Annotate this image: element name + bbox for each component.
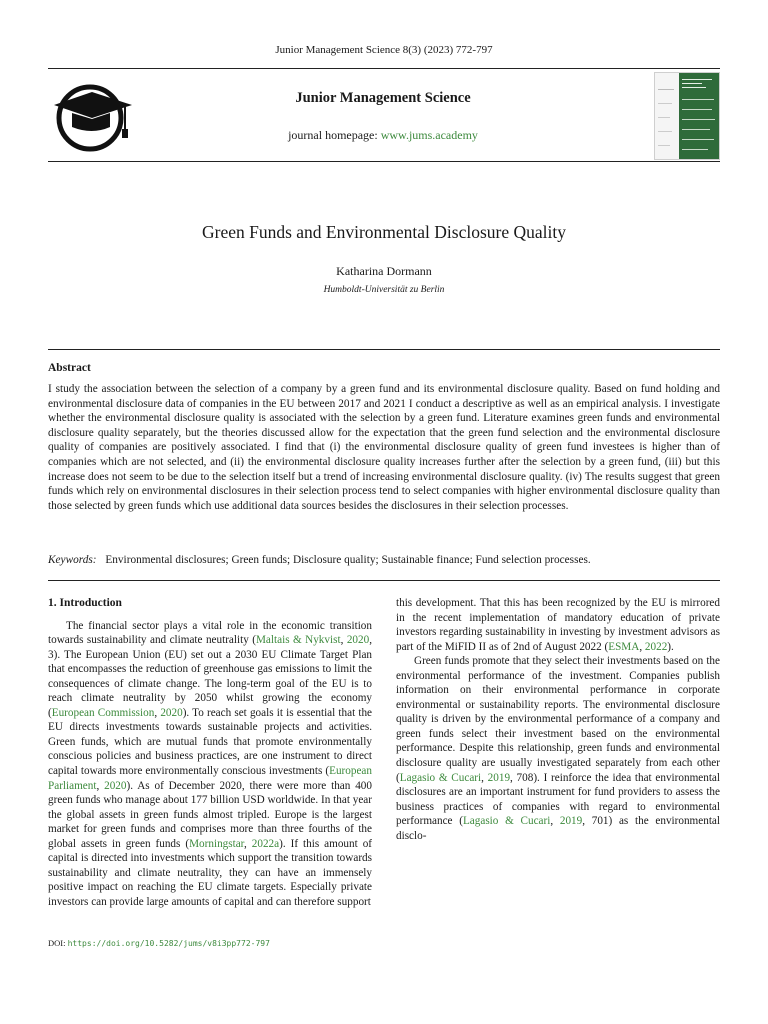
abstract-text: I study the association between the selection of a company by a green fund and its environmental disclosure quality. Based on fund holding and environmental disclosure data of companies in the EU between 2017 and 2021 I conduct a descriptive as well as an empirical analysis. I investigate whether the environmental disclosure quality is associated with the selection by a green fund. Literature examines green funds and environmental disclosure quality separately, but the theories discussed allow for the expectation that the green fund selection and the environmental disclosure quality of companies are positively associated. I find that (i) the environmental disclosure quality of green fund investees is higher than of companies which are not selected, and (ii) the environmental disclosure quality increases further after the selection by a green fund, (iii) but this increase does not seem to be due to the selection itself but a trend of increasing environmental disclosure quality. (iv) The results suggest that green funds which rely on environmental disclosures in their selection process tend to select companies with higher environmental disclosure quality than those selected by green funds which use additional data sources besides the disclosures in their selection processes.: [48, 383, 720, 512]
author-name: Katharina Dormann: [336, 264, 432, 278]
citation-link[interactable]: 2022a: [251, 837, 280, 850]
abstract-top-rule: [48, 349, 720, 350]
homepage-link[interactable]: www.jums.academy: [380, 128, 478, 142]
abstract-bottom-rule: [48, 580, 720, 581]
intro-paragraph-2: Green funds promote that they select their investments based on the environmental performance of the investment. Companies publish information on their environmental performance in corporate environmental or sustainability reports. The environmental disclosure quality is driven by the environmental performance of a company and green funds select their investment based on the environmental performance. Despite this relationship, green funds and environmental disclosure quality are usually investigated separately from each other (Lagasio & Cucari, 2019, 708). I reinforce the idea that environmental disclosures are an important instrument for fund providers to assess the business practices of companies with regard to environmental performance (Lagasio & Cucari, 2019, 701) as the environmental disclo-: [396, 655, 721, 842]
running-head: Junior Management Science 8(3) (2023) 772-797: [275, 44, 493, 56]
citation-link[interactable]: 2020: [104, 779, 127, 792]
journal-cover-thumbnail: [654, 72, 720, 160]
citation-link[interactable]: 2022: [644, 640, 668, 653]
citation-link[interactable]: 2019: [559, 815, 583, 828]
citation-link[interactable]: Morningstar: [189, 837, 244, 850]
header-bottom-rule: [48, 161, 720, 162]
citation-link[interactable]: Lagasio & Cucari: [399, 771, 482, 784]
intro-paragraph-1-continued: this development. That this has been recognized by the EU is mirrored in the recent implementation of mandatory education of private investors regarding sustainability in investing by investment advisors as part of the MiFID II as of 2nd of August 2022 (ESMA, 2022).: [396, 597, 720, 653]
section-heading: 1. Introduction: [48, 597, 122, 609]
citation-link[interactable]: 2019: [487, 771, 511, 784]
header-top-rule: [48, 68, 720, 69]
intro-paragraph-1: The financial sector plays a vital role in the economic transition towards sustainability and climate neutrality (Maltais & Nykvist, 2020, 3). The European Union (EU) set out a 2030 EU Climate Target Plan that encompasses the reduction of greenhouse gas emissions to limit the consequences of climate change. The long-term goal of the EU is to reach climate neutrality by 2050 whilst growing the economy (European Commission, 2020). To reach set goals it is essential that the EU directs investments towards sustainable projects and activities. Green funds, which are mutual funds that promote environmentally conscious policies and business practices, are one instrument to direct capital towards more environmentally conscious investments (European Parliament, 2020). As of December 2020, there were more than 400 green funds who manage about 177 billion USD worldwide. In that year the global assets in green funds almost tripled. Europe is the largest market for green funds and comprises more than three fourths of the global assets in green funds (Morningstar, 2022a). If this amount of capital is directed into investments which support the transition towards sustainability and climate neutrality, they can have an immensely positive impact on reaching the EU climate targets. Especially private investors can provide large amounts of capital and can therefore support: [48, 619, 373, 908]
citation-link[interactable]: European Parliament: [48, 765, 372, 792]
citation-link[interactable]: Maltais & Nykvist: [255, 634, 341, 647]
citation-link[interactable]: 2020: [160, 706, 183, 719]
doi-link[interactable]: https://doi.org/10.5282/jums/v8i3pp772-797: [67, 939, 270, 948]
abstract-heading: Abstract: [48, 362, 91, 374]
keywords-label: Keywords:: [48, 554, 97, 566]
journal-title: Junior Management Science: [295, 90, 471, 106]
paper-title: Green Funds and Environmental Disclosure Quality: [201, 222, 567, 242]
homepage-label: journal homepage:: [288, 128, 378, 142]
doi-label: DOI:: [48, 938, 66, 948]
doi-footer: [48, 938, 270, 948]
author-affiliation: Humboldt-Universität zu Berlin: [323, 285, 445, 295]
citation-link[interactable]: ESMA: [608, 640, 640, 653]
citation-link[interactable]: 2020: [346, 634, 370, 647]
text-column-right: [396, 596, 720, 843]
keywords-list: Environmental disclosures; Green funds; Disclosure quality; Sustainable finance; Fund selection processes.: [105, 554, 591, 566]
keywords: [48, 554, 720, 566]
citation-link[interactable]: European Commission: [51, 706, 155, 719]
graduation-cap-icon: [52, 78, 136, 152]
journal-homepage: [200, 128, 566, 143]
citation-link[interactable]: Lagasio & Cucari: [462, 815, 551, 828]
text-column-left: [48, 596, 372, 909]
